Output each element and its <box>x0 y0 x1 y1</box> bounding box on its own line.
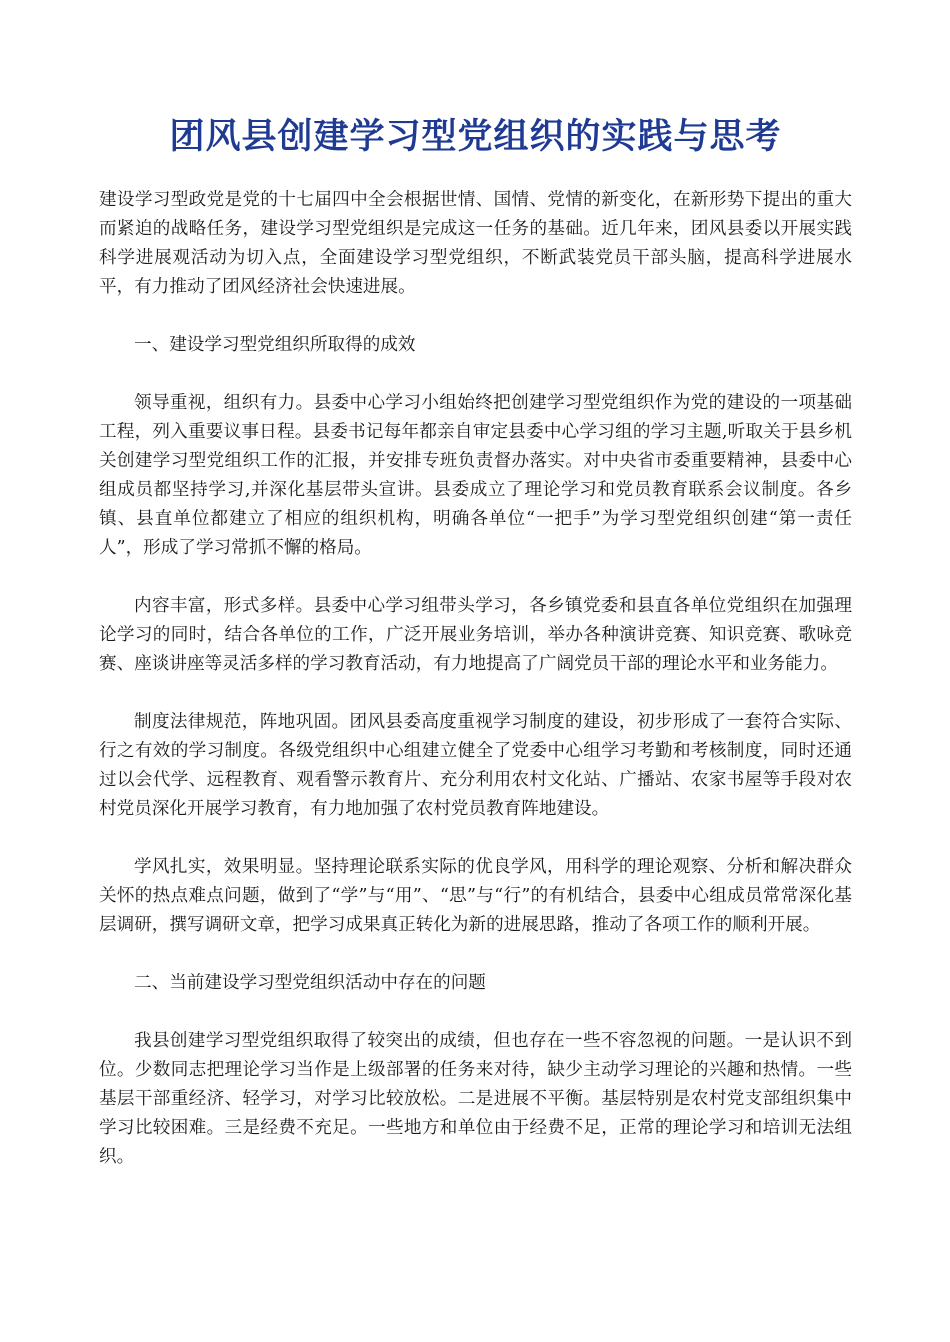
paragraph-spacer <box>99 302 852 331</box>
section-1-paragraph: 制度法律规范，阵地巩固。团风县委高度重视学习制度的建设，初步形成了一套符合实际、行之有效的学习制度。各级党组织中心组建立健全了党委中心组学习考勤和考核制度，同时还通过以会代学、远程教育、观看警示教育片、充分利用农村文化站、广播站、农家书屋等手段对农村党员深化开展学习教育，有力地加强了农村党员教育阵地建设。 <box>99 712 852 819</box>
document-body <box>99 186 852 1172</box>
paragraph-spacer <box>99 998 852 1027</box>
paragraph-spacer <box>99 563 852 592</box>
paragraph-spacer <box>99 360 852 389</box>
section-2-heading: 二、当前建设学习型党组织活动中存在的问题 <box>134 973 486 993</box>
section-1-paragraph: 学风扎实，效果明显。坚持理论联系实际的优良学风，用科学的理论观察、分析和解决群众关怀的热点难点问题，做到了“学”与“用”、“思”与“行”的有机结合，县委中心组成员常常深化基层调研，撰写调研文章，把学习成果真正转化为新的进展思路，推动了各项工作的顺利开展。 <box>99 857 852 935</box>
paragraph-spacer <box>99 940 852 969</box>
section-1-heading: 一、建设学习型党组织所取得的成效 <box>134 335 416 355</box>
intro-paragraph: 建设学习型政党是党的十七届四中全会根据世情、国情、党情的新变化，在新形势下提出的重大而紧迫的战略任务，建设学习型党组织是完成这一任务的基础。近几年来，团风县委以开展实践科学进展观活动为切入点，全面建设学习型党组织，不断武装党员干部头脑，提高科学进展水平，有力推动了团风经济社会快速进展。 <box>99 190 852 297</box>
paragraph-spacer <box>99 679 852 708</box>
section-1-paragraph: 内容丰富，形式多样。县委中心学习组带头学习，各乡镇党委和县直各单位党组织在加强理论学习的同时，结合各单位的工作，广泛开展业务培训，举办各种演讲竞赛、知识竞赛、歌咏竞赛、座谈讲座等灵活多样的学习教育活动，有力地提高了广阔党员干部的理论水平和业务能力。 <box>99 596 852 674</box>
paragraph-spacer <box>99 824 852 853</box>
section-2-paragraph: 我县创建学习型党组织取得了较突出的成绩，但也存在一些不容忽视的问题。一是认识不到位。少数同志把理论学习当作是上级部署的任务来对待，缺少主动学习理论的兴趣和热情。一些基层干部重经济、轻学习，对学习比较放松。二是进展不平衡。基层特别是农村党支部组织集中学习比较困难。三是经费不充足。一些地方和单位由于经费不足，正常的理论学习和培训无法组织。 <box>99 1031 852 1167</box>
section-1-paragraph: 领导重视，组织有力。县委中心学习小组始终把创建学习型党组织作为党的建设的一项基础工程，列入重要议事日程。县委书记每年都亲自审定县委中心学习组的学习主题,听取关于县乡机关创建学习型党组织工作的汇报，并安排专班负责督办落实。对中央省市委重要精神，县委中心组成员都坚持学习,并深化基层带头宣讲。县委成立了理论学习和党员教育联系会议制度。各乡镇、县直单位都建立了相应的组织机构，明确各单位“一把手”为学习型党组织创建“第一责任人”，形成了学习常抓不懈的格局。 <box>99 393 852 558</box>
document-title: 团风县创建学习型党组织的实践与思考 <box>169 117 782 157</box>
